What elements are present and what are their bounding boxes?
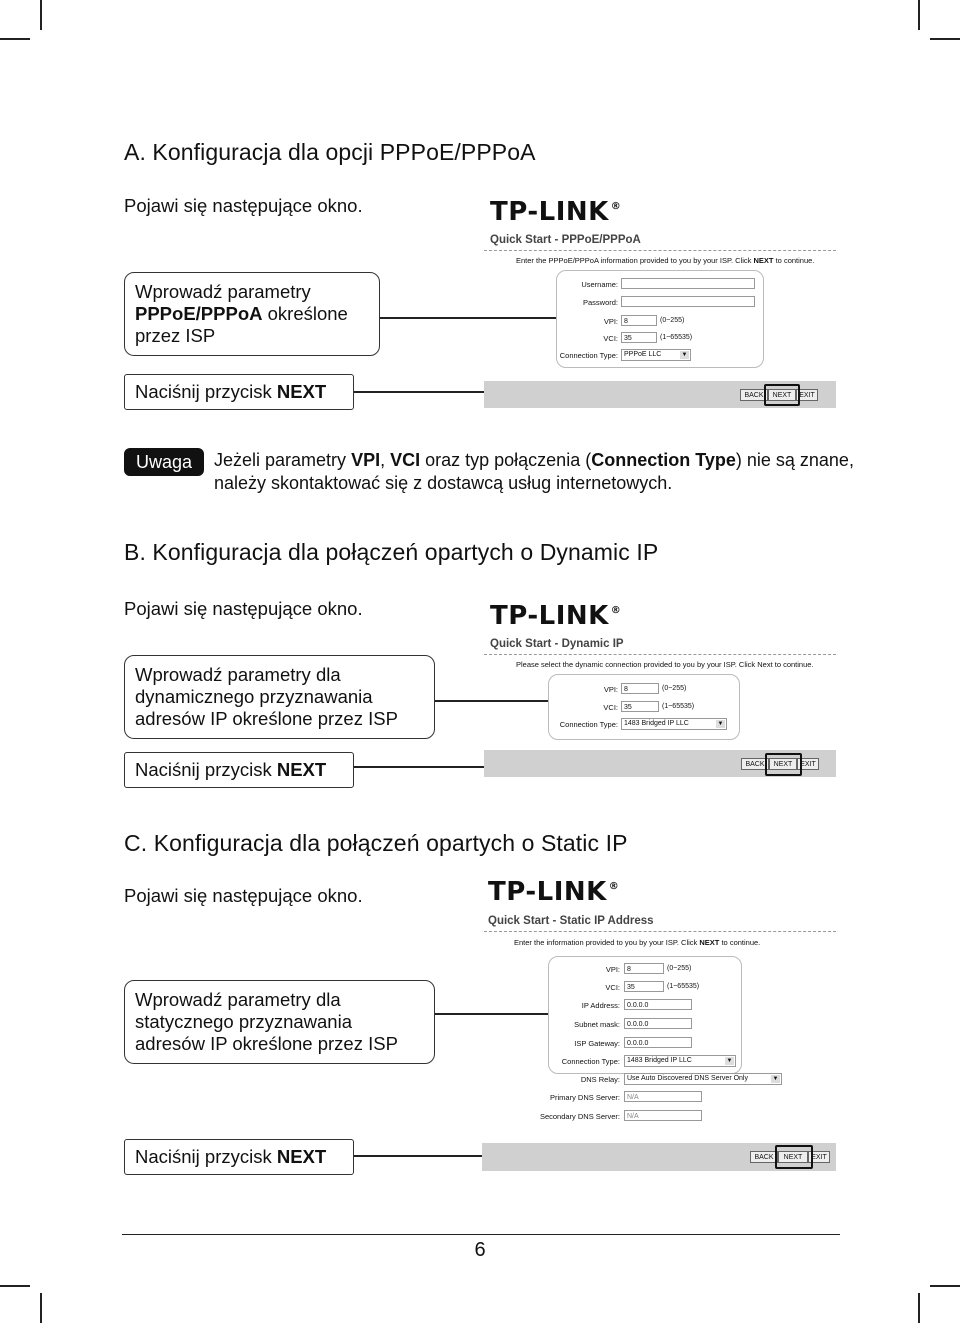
connection-type-select[interactable]: 1483 Bridged IP LLC ▼ bbox=[624, 1055, 736, 1067]
callout-text: statycznego przyznawania bbox=[135, 1011, 352, 1032]
connection-type-select[interactable]: 1483 Bridged IP LLC ▼ bbox=[621, 718, 727, 730]
vci-hint: (1~65535) bbox=[660, 334, 693, 341]
vpi-hint: (0~255) bbox=[660, 317, 685, 324]
ip-address-label: IP Address: bbox=[581, 1001, 620, 1010]
exit-button[interactable]: EXIT bbox=[797, 758, 819, 770]
divider bbox=[484, 931, 836, 933]
page-number: 6 bbox=[474, 1239, 486, 1261]
connector-line bbox=[354, 1155, 482, 1157]
callout-text: Wprowadź parametry bbox=[135, 281, 311, 302]
next-highlight bbox=[764, 384, 800, 406]
section-a-intro: Pojawi się następujące okno. bbox=[124, 195, 363, 216]
vpi-input[interactable]: 8 bbox=[621, 683, 659, 694]
secondary-dns-input[interactable]: N/A bbox=[624, 1110, 702, 1121]
crop-mark bbox=[40, 1293, 42, 1323]
crop-mark bbox=[40, 0, 42, 30]
vci-input[interactable]: 35 bbox=[624, 981, 664, 992]
chevron-down-icon: ▼ bbox=[681, 352, 688, 358]
dns-relay-label: DNS Relay: bbox=[580, 1075, 620, 1084]
next-button[interactable]: NEXT bbox=[778, 1151, 808, 1163]
dns-relay-select[interactable]: Use Auto Discovered DNS Server Only ▼ bbox=[624, 1073, 782, 1085]
password-input[interactable] bbox=[621, 296, 755, 307]
username-label: Username: bbox=[581, 280, 618, 289]
connection-type-label: Connection Type: bbox=[559, 351, 618, 360]
divider bbox=[484, 250, 836, 252]
back-button[interactable]: BACK bbox=[741, 758, 769, 770]
crop-mark bbox=[0, 1285, 30, 1287]
next-button[interactable]: NEXT bbox=[768, 389, 796, 401]
crop-mark bbox=[930, 38, 960, 40]
section-c-next-callout: Naciśnij przycisk NEXT bbox=[124, 1139, 354, 1175]
vpi-label: VPI: bbox=[603, 685, 618, 694]
crop-mark bbox=[930, 1285, 960, 1287]
quick-start-title: Quick Start - PPPoE/PPPoA bbox=[490, 234, 641, 246]
instruction-text: Enter the PPPoE/PPPoA information provided to you by your ISP. Click NEXT to continue. bbox=[516, 256, 815, 265]
vci-input[interactable]: 35 bbox=[621, 701, 659, 712]
vpi-hint: (0~255) bbox=[662, 685, 687, 692]
vci-label: VCI: bbox=[605, 983, 620, 992]
ip-address-input[interactable]: 0.0.0.0 bbox=[624, 999, 692, 1010]
next-button[interactable]: NEXT bbox=[769, 758, 797, 770]
secondary-dns-label: Secondary DNS Server: bbox=[539, 1112, 620, 1121]
subnet-mask-label: Subnet mask: bbox=[574, 1020, 620, 1029]
section-b-callout bbox=[124, 655, 435, 739]
callout-text: Wprowadź parametry dla bbox=[135, 989, 341, 1010]
vci-hint: (1~65535) bbox=[667, 983, 700, 990]
chevron-down-icon: ▼ bbox=[772, 1076, 779, 1082]
section-c-callout bbox=[124, 980, 435, 1064]
divider bbox=[484, 654, 836, 656]
note-text: Jeżeli parametry VPI, VCI oraz typ połączenia (Connection Type) nie są znane, należy skontaktować się z dostawcą usług internetowych. bbox=[214, 450, 854, 493]
subnet-mask-input[interactable]: 0.0.0.0 bbox=[624, 1018, 692, 1029]
callout-bold: PPPoE/PPPoA bbox=[135, 303, 263, 324]
connector-line bbox=[354, 766, 484, 768]
vpi-input[interactable]: 8 bbox=[621, 315, 657, 326]
primary-dns-input[interactable]: N/A bbox=[624, 1091, 702, 1102]
section-c-title: C. Konfiguracja dla połączeń opartych o Static IP bbox=[124, 830, 628, 856]
instruction-text: Please select the dynamic connection provided to you by your ISP. Click Next to continue. bbox=[516, 660, 814, 669]
exit-button[interactable]: EXIT bbox=[796, 389, 818, 401]
vci-label: VCI: bbox=[603, 334, 618, 343]
vci-input[interactable]: 35 bbox=[621, 332, 657, 343]
back-button[interactable]: BACK bbox=[750, 1151, 778, 1163]
isp-gateway-label: ISP Gateway: bbox=[574, 1039, 620, 1048]
vci-label: VCI: bbox=[603, 703, 618, 712]
crop-mark bbox=[918, 0, 920, 30]
connector-line bbox=[435, 1013, 548, 1015]
section-b-title: B. Konfiguracja dla połączeń opartych o Dynamic IP bbox=[124, 539, 659, 565]
quick-start-title: Quick Start - Dynamic IP bbox=[490, 638, 624, 650]
back-button[interactable]: BACK bbox=[740, 389, 768, 401]
username-input[interactable] bbox=[621, 278, 755, 289]
primary-dns-label: Primary DNS Server: bbox=[549, 1093, 620, 1102]
vci-hint: (1~65535) bbox=[662, 703, 695, 710]
callout-text: Wprowadź parametry dla bbox=[135, 664, 341, 685]
callout-text: przez ISP bbox=[135, 325, 216, 346]
vpi-hint: (0~255) bbox=[667, 965, 692, 972]
callout-text: dynamicznego przyznawania bbox=[135, 686, 373, 707]
connection-type-label: Connection Type: bbox=[559, 720, 618, 729]
next-highlight bbox=[765, 753, 802, 776]
chevron-down-icon: ▼ bbox=[717, 721, 724, 727]
instruction-text: Enter the information provided to you by your ISP. Click NEXT to continue. bbox=[514, 938, 761, 947]
footer-rule bbox=[122, 1234, 840, 1235]
connection-type-label: Connection Type: bbox=[561, 1057, 620, 1066]
vpi-input[interactable]: 8 bbox=[624, 963, 664, 974]
vpi-label: VPI: bbox=[605, 965, 620, 974]
crop-mark bbox=[918, 1293, 920, 1323]
section-c-intro: Pojawi się następujące okno. bbox=[124, 885, 363, 906]
connector-line bbox=[354, 391, 484, 393]
tp-link-logo: TP-LINK ® bbox=[490, 601, 622, 631]
section-b-intro: Pojawi się następujące okno. bbox=[124, 598, 363, 619]
connection-type-select[interactable]: PPPoE LLC ▼ bbox=[621, 349, 691, 361]
callout-text: adresów IP określone przez ISP bbox=[135, 708, 398, 729]
connector-line bbox=[380, 317, 560, 319]
section-a-title: A. Konfiguracja dla opcji PPPoE/PPPoA bbox=[124, 139, 536, 165]
chevron-down-icon: ▼ bbox=[726, 1058, 733, 1064]
quick-start-title: Quick Start - Static IP Address bbox=[488, 915, 654, 927]
isp-gateway-input[interactable]: 0.0.0.0 bbox=[624, 1037, 692, 1048]
vpi-label: VPI: bbox=[603, 317, 618, 326]
exit-button[interactable]: EXIT bbox=[808, 1151, 830, 1163]
crop-mark bbox=[0, 38, 30, 40]
section-b-next-callout: Naciśnij przycisk NEXT bbox=[124, 752, 354, 788]
password-label: Password: bbox=[582, 298, 618, 307]
connector-line bbox=[435, 700, 548, 702]
tp-link-logo: TP-LINK ® bbox=[488, 877, 620, 907]
next-highlight bbox=[775, 1145, 813, 1169]
note-badge: Uwaga bbox=[124, 448, 204, 476]
tp-link-logo: TP-LINK ® bbox=[490, 197, 622, 227]
callout-text: adresów IP określone przez ISP bbox=[135, 1033, 398, 1054]
section-a-next-callout: Naciśnij przycisk NEXT bbox=[124, 374, 354, 410]
section-a-callout bbox=[124, 272, 380, 356]
callout-text: określone bbox=[262, 303, 348, 324]
